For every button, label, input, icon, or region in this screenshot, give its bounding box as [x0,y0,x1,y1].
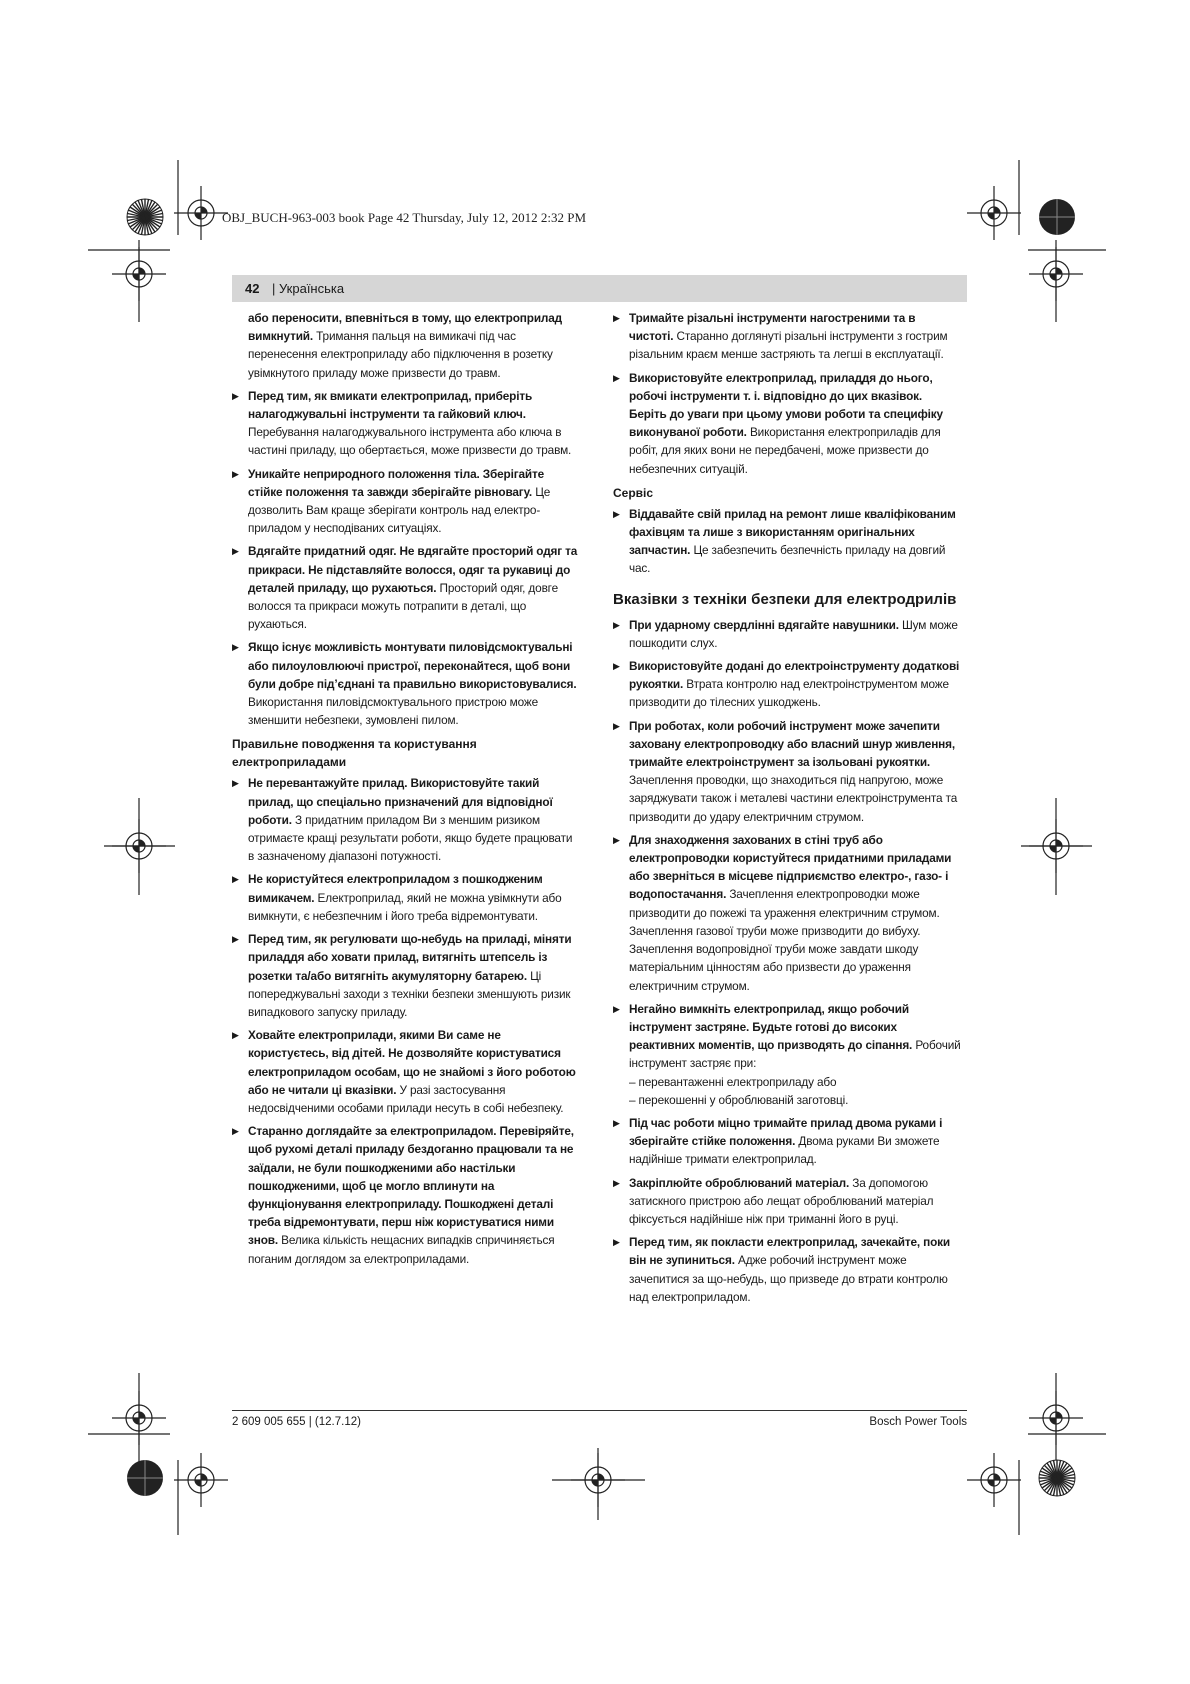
dash-line: – перекошенні у оброблюваній заготовці. [629,1092,849,1107]
list-item: ▶ Для знаходження захованих в стіні труб або електропроводки користуйтеся придатними приладами або зверніться в місцеве підприємство електро-, газо- і водопостачання. Зачеплення електропроводки може призводити до пожежі та ураження електричним струмом. Зачеплення газової труби може призводити до вибуху. Зачеплення водопровідної труби може завдати шкоду матеріальним цінностям або призвести до ураження електричним струмом. [613,831,961,995]
paragraph-continued: або переносити, впевніться в тому, що електроприлад вимкнутий. Тримання пальця на вимикачі під час перенесення електроприладу або підключення в розетку увімкнутого приладу може призвести до травм. [248,311,563,380]
subheading: Правильне поводження та користування електроприладами [232,737,477,770]
list-item: ▶ Використовуйте додані до електроінструменту додаткові рукоятки. Втрата контролю над електроінструментом може призводити до тілесних ушкоджень. [613,657,961,712]
language-label [272,281,344,296]
list-item: ▶ Перед тим, як регулювати що-небудь на приладі, міняти приладдя або ховати прилад, витягніть штепсель із розетки та/або витягніть акумуляторну батарею. Ці попереджувальні заходи з техніки безпеки зменшують ризик випадкового запуску приладу. [232,930,580,1021]
list-item: ▶ Якщо існує можливість монтувати пиловідсмоктувальні або пилоуловлюючі пристрої, переконайтеся, щоб вони були добре під’єднані та правильно використовувалися. Використання пиловідсмоктувального пристрою може зменшити небезпеки, зумовлені пилом. [232,638,580,729]
list-item: ▶ Старанно доглядайте за електроприладом. Перевіряйте, щоб рухомі деталі приладу бездоганно працювали та не заїдали, не були пошкодженими або настільки пошкодженими, щоб це могло вплинути на функціонування електроприладу. Пошкоджені деталі треба відремонтувати, перш ніж користуватися ними знов. Велика кількість нещасних випадків спричиняється поганим доглядом за електроприладами. [232,1122,580,1268]
list-item: ▶ Негайно вимкніть електроприлад, якщо робочий інструмент застряне. Будьте готові до високих реактивних моментів, що призводять до сіпання. Робочий інструмент застряє при: – перевантаженні електроприладу або – перекошенні у оброблюваній заготовці. [613,1000,961,1109]
language: Українська [279,281,345,296]
list-item: ▶ Віддавайте свій прилад на ремонт лише кваліфікованим фахівцям та лише з використанням оригінальних запчастин. Це забезпечить безпечність приладу на довгий час. [613,505,961,578]
left-column [232,309,580,1273]
list-item: ▶ Під час роботи міцно тримайте прилад двома руками і зберігайте стійке положення. Двома руками Ви зможете надійніше тримати електроприлад. [613,1114,961,1169]
list-item: ▶ Вдягайте придатний одяг. Не вдягайте просторий одяг та прикраси. Не підставляйте волосся, одяг та рукавиці до деталей приладу, що рухаються. Просторий одяг, довге волосся та прикраси можуть потрапити в деталі, що рухаються. [232,542,580,633]
list-item: ▶ Перед тим, як покласти електроприлад, зачекайте, поки він не зупиниться. Адже робочий інструмент може зачепитися за що-небудь, що призведе до втрати контролю над електроприладом. [613,1233,961,1306]
right-column [613,309,961,1311]
list-item: ▶ Використовуйте електроприлад, приладдя до нього, робочі інструменти т. і. відповідно до цих вказівок. Беріть до уваги при цьому умови роботи та специфіку виконуваної роботи. Використання електроприладів для робіт, для яких вони не передбачені, може призвести до небезпечних ситуацій. [613,369,961,478]
footer-rule [232,1410,967,1411]
list-item: ▶ При ударному свердлінні вдягайте навушники. Шум може пошкодити слух. [613,616,961,652]
section-title: Вказівки з техніки безпеки для електродрилів [613,590,957,608]
separator: | [272,281,279,296]
page-header [232,275,967,302]
footer-doc-number: 2 609 005 655 | (12.7.12) [232,1416,361,1428]
page-number: 42 [245,281,260,296]
list-item: ▶ При роботах, коли робочий інструмент може зачепити заховану електропроводку або власний шнур живлення, тримайте електроінструмент за ізольовані рукоятки. Зачеплення проводки, що знаходиться під напругою, може заряджувати також і металеві частини електроінструмента та призводити до удару електричним струмом. [613,717,961,826]
list-item: ▶ Тримайте різальні інструменти нагостреними та в чистоті. Старанно доглянуті різальні інструменти з гострим різальним краєм менше застряють та легші в експлуатації. [613,309,961,364]
list-item: ▶ Ховайте електроприлади, якими Ви саме не користуєтесь, від дітей. Не дозволяйте користуватися електроприладом особам, що не знайомі з його роботою або не читали ці вказівки. У разі застосування недосвідченими особами прилади несуть в собі небезпеку. [232,1026,580,1117]
list-item: ▶ Уникайте неприродного положення тіла. Зберігайте стійке положення та завжди зберігайте рівновагу. Це дозволить Вам краще зберігати контроль над електро-приладом у несподіваних ситуаціях. [232,465,580,538]
list-item: ▶ Перед тим, як вмикати електроприлад, приберіть налагоджувальні інструменти та гайковий ключ. Перебування налагоджувального інструмента або ключа в частині приладу, що обертається, може призвести до травм. [232,387,580,460]
list-item: ▶ Закріплюйте оброблюваний матеріал. За допомогою затискного пристрою або лещат оброблюваний матеріал фіксується надійніше ніж при триманні його в руці. [613,1174,961,1229]
list-item: ▶ Не користуйтеся електроприладом з пошкодженим вимикачем. Електроприлад, який не можна увімкнути або вимкнути, є небезпечним і його треба відремонтувати. [232,870,580,925]
service-heading: Сервіс [613,485,654,500]
list-item: ▶ Не перевантажуйте прилад. Використовуйте такий прилад, що спеціально призначений для відповідної роботи. З придатним приладом Ви з меншим ризиком отримаєте кращі результати роботи, якщо будете працювати в зазначеному діапазоні потужності. [232,774,580,865]
print-slug: OBJ_BUCH-963-003 book Page 42 Thursday, July 12, 2012 2:32 PM [222,210,587,225]
footer-brand: Bosch Power Tools [869,1416,967,1428]
dash-line: – перевантаженні електроприладу або [629,1074,837,1089]
